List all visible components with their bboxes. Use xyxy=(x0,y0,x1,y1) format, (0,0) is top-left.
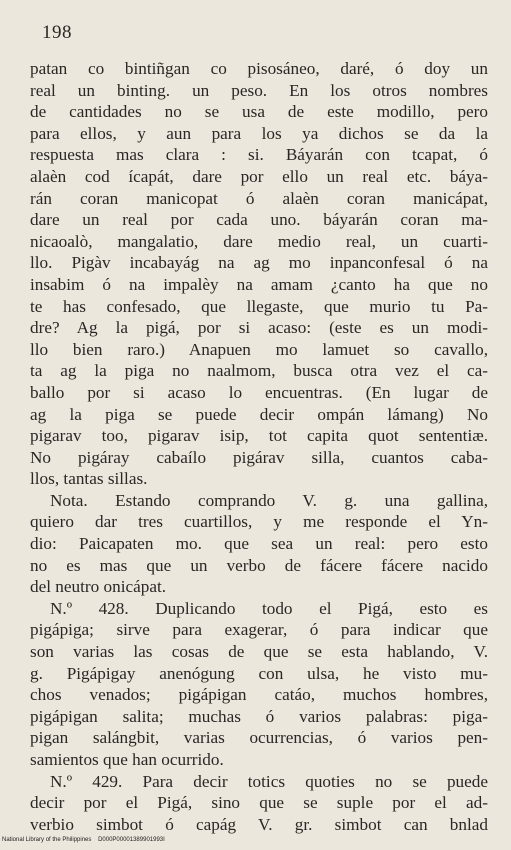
text-line: llo bien raro.) Anapuen mo lamuet so cavallo, xyxy=(30,339,488,359)
text-line: llo. Pigàv incabayág na ag mo inpanconfesal ó na xyxy=(30,253,488,273)
text-line: para ellos, y aun para los ya dichos se da la xyxy=(30,123,488,143)
page-number: 198 xyxy=(42,22,72,43)
text-line: ballo por si acaso lo encuentras. (En lugar de xyxy=(30,382,488,402)
text-line: decir por el Pigá, sino que se suple por el ad- xyxy=(30,793,488,813)
text-line: pigarav too, pigarav isip, tot capita quot sententiæ. xyxy=(30,426,488,446)
text-line: llos, tantas sillas. xyxy=(30,469,148,489)
text-line: Nota. Estando comprando V. g. una gallina, xyxy=(50,490,488,510)
library-footer xyxy=(2,837,165,843)
text-line: respuesta mas clara : si. Báyarán con tcapat, ó xyxy=(30,145,488,165)
text-line: No pigáray cabaílo pigárav silla, cuantos caba- xyxy=(30,447,488,467)
text-line: N.º 429. Para decir totics quoties no se puede xyxy=(50,771,488,791)
text-line: nicaoalò, mangalatio, dare medio real, un cuarti- xyxy=(30,231,488,251)
text-line: samientos que han ocurrido. xyxy=(30,750,224,769)
text-line: N.º 428. Duplicando todo el Pigá, esto es xyxy=(50,598,488,618)
record-id: D000P00001389901993I xyxy=(98,837,165,843)
text-line: dio: Paicapaten mo. que sea un real: pero esto xyxy=(30,534,488,554)
text-line: real un binting. un peso. En los otros nombres xyxy=(30,80,488,100)
text-line: pigápigan salita; muchas ó varios palabras: piga- xyxy=(30,706,488,726)
text-line: no es mas que un verbo de fácere fácere nacido xyxy=(30,555,488,575)
text-line: te has confesado, que llegaste, que murio tu Pa- xyxy=(30,296,488,316)
library-stamp: National Library of the Philippines xyxy=(2,837,92,843)
text-line: alaèn cod ícapát, dare por ello un real etc. báya- xyxy=(30,166,488,186)
text-line: verbio simbot ó capág V. gr. simbot can bnlad xyxy=(30,814,488,834)
text-line: pigápiga; sirve para exagerar, ó para indicar que xyxy=(30,620,488,640)
text-line: dre? Ag la pigá, por si acaso: (este es un modi- xyxy=(30,318,488,338)
text-line: quiero dar tres cuartillos, y me responde el Yn- xyxy=(30,512,488,532)
body-text xyxy=(30,58,488,835)
text-line: ta ag la piga no naalmom, busca otra vez el ca- xyxy=(30,361,488,381)
text-line: patan co bintiñgan co pisosáneo, daré, ó doy un xyxy=(30,59,488,78)
text-line: g. Pigápigay anenógung con ulsa, he visto mu- xyxy=(30,663,488,683)
text-line: rán coran manicopat ó alaèn coran manicápat, xyxy=(30,188,488,208)
text-line: ag la piga se puede decir ompán lámang) No xyxy=(30,404,488,424)
text-line: dare un real por cada uno. báyarán coran ma- xyxy=(30,210,488,230)
text-line: pigan salángbit, varias ocurrencias, ó varios pen- xyxy=(30,728,488,748)
text-line: insabim ó na impalèy na amam ¿canto ha que no xyxy=(30,274,488,294)
text-line: chos venados; pigápigan catáo, muchos hombres, xyxy=(30,685,488,705)
text-line: son varias las cosas de que se esta hablando, V. xyxy=(30,642,488,662)
text-line: del neutro onicápat. xyxy=(30,577,167,597)
text-line: de cantidades no se usa de este modillo, pero xyxy=(30,102,488,122)
